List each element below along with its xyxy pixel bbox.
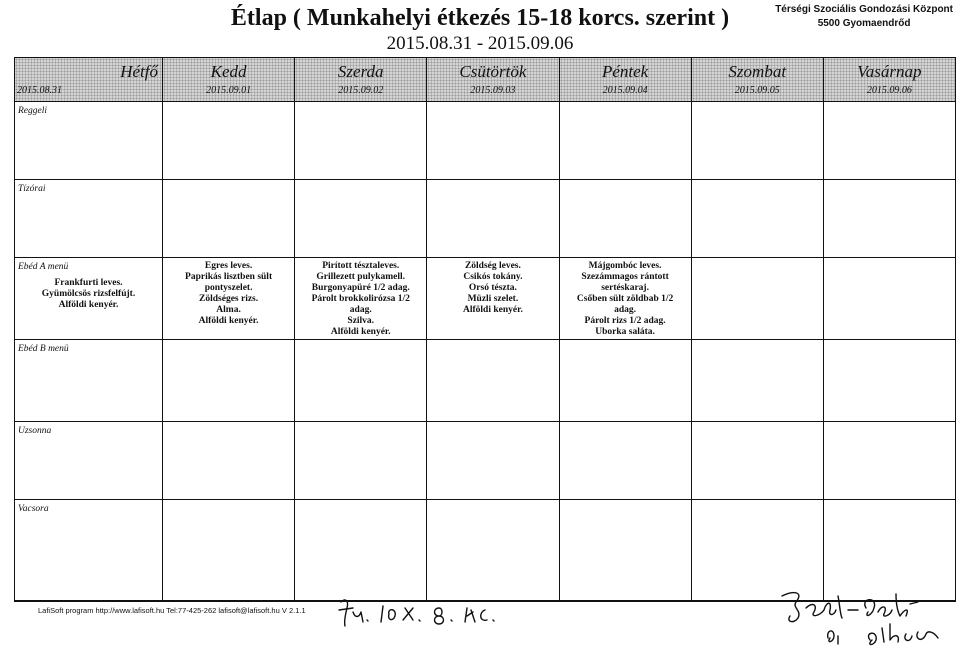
menu-item: Szezámmagos rántott (581, 272, 669, 282)
table-cell (824, 340, 956, 422)
day-header-saturday (692, 58, 824, 102)
table-cell (560, 102, 692, 180)
table-cell (692, 180, 824, 258)
table-cell (560, 500, 692, 601)
organization-address: 5500 Gyomaendrőd (817, 18, 911, 29)
menu-item: Alma. (216, 305, 241, 315)
menu-item: Májgombóc leves. (588, 261, 662, 271)
menu-items-thursday (427, 261, 558, 316)
menu-item: Paprikás lisztben sült (185, 272, 273, 282)
table-cell (427, 180, 559, 258)
table-cell (692, 340, 824, 422)
table-cell (560, 601, 692, 602)
organization-block (775, 3, 953, 31)
day-name: Péntek (601, 62, 649, 81)
menu-item: Zöldséges rizs. (199, 294, 259, 304)
table-cell (824, 102, 956, 180)
menu-item: Alföldi kenyér. (58, 300, 119, 310)
day-date: 2015.09.01 (206, 85, 252, 96)
day-header-thursday (427, 58, 559, 102)
menu-item: Grillezett pulykamell. (316, 272, 406, 282)
table-cell (163, 102, 295, 180)
day-name: Vasárnap (857, 62, 922, 81)
day-name: Szerda (337, 62, 384, 81)
menu-item: Alföldi kenyér. (198, 316, 259, 326)
software-footer: LafiSoft program http://www.lafisoft.hu Tel:77-425-262 lafisoft@lafisoft.hu V 2.1.1 (38, 606, 306, 615)
table-cell (824, 180, 956, 258)
menu-items-wednesday (295, 261, 426, 338)
table-cell (295, 180, 427, 258)
menu-item: sertéskaraj. (601, 283, 649, 293)
day-header-monday (15, 58, 163, 102)
date-range: 2015.08.31 - 2015.09.06 (386, 33, 574, 54)
menu-item: Orsó tészta. (468, 283, 517, 293)
day-name: Csütörtök (459, 62, 527, 81)
menu-item: Párolt rizs 1/2 adag. (584, 316, 666, 326)
menu-items-monday (15, 278, 162, 311)
row-label-afternoon-snack: Uzsonna (18, 426, 52, 436)
menu-item: Frankfurti leves. (54, 278, 123, 288)
table-cell (560, 422, 692, 500)
day-date: 2015.09.03 (470, 85, 516, 96)
table-cell (560, 180, 692, 258)
day-header-tuesday (163, 58, 295, 102)
menu-item: Párolt brokkolirózsa 1/2 (311, 294, 410, 304)
lunch-a-thursday (427, 258, 559, 340)
handwritten-signature (778, 588, 956, 652)
day-date: 2015.09.02 (338, 85, 384, 96)
day-name: Hétfő (120, 62, 158, 81)
table-cell (295, 500, 427, 601)
day-header-wednesday (295, 58, 427, 102)
table-cell (427, 102, 559, 180)
menu-item: adag. (614, 305, 637, 315)
menu-item: Burgonyapüré 1/2 adag. (311, 283, 410, 293)
table-cell (295, 102, 427, 180)
table-cell (692, 500, 824, 601)
table-cell (824, 500, 956, 601)
menu-item: adag. (349, 305, 372, 315)
day-date: 2015.08.31 (17, 85, 62, 96)
lunch-a-tuesday (163, 258, 295, 340)
menu-item: pontyszelet. (204, 283, 253, 293)
row-label-snack: Tízórai (18, 184, 46, 194)
menu-item: Pirított tésztaleves. (322, 261, 400, 271)
table-cell (163, 500, 295, 601)
page-title: Étlap ( Munkahelyi étkezés 15-18 korcs. szerint ) (230, 5, 730, 31)
menu-item: Egres leves. (204, 261, 253, 271)
menu-item: Csőben sült zöldbab 1/2 (576, 294, 674, 304)
menu-items-friday (560, 261, 691, 338)
menu-item: Zöldség leves. (464, 261, 521, 271)
menu-item: Szilva. (347, 316, 375, 326)
row-label-lunch-a: Ebéd A menü (18, 262, 69, 272)
handwritten-signature-date (335, 596, 535, 630)
row-afternoon-snack-monday (15, 422, 163, 500)
table-cell (163, 601, 295, 602)
row-label-lunch-b: Ebéd B menü (18, 344, 69, 354)
row-label-breakfast: Reggeli (18, 106, 48, 116)
row-lunch-b-monday (15, 340, 163, 422)
menu-items-tuesday (163, 261, 294, 327)
row-lunch-a-monday (15, 258, 163, 340)
lunch-a-friday (560, 258, 692, 340)
row-dinner-monday (15, 500, 163, 601)
table-cell (427, 422, 559, 500)
day-date: 2015.09.06 (866, 85, 912, 96)
lunch-a-saturday (692, 258, 824, 340)
row-label-dinner: Vacsora (18, 504, 49, 514)
table-cell (560, 340, 692, 422)
table-cell (427, 500, 559, 601)
table-cell (824, 422, 956, 500)
menu-item: Alföldi kenyér. (463, 305, 523, 315)
table-cell (163, 422, 295, 500)
table-cell (295, 340, 427, 422)
menu-table (14, 57, 956, 602)
table-cell (692, 422, 824, 500)
menu-item: Alföldi kenyér. (330, 327, 391, 337)
day-header-friday (560, 58, 692, 102)
day-header-sunday (824, 58, 956, 102)
organization-name: Térségi Szociális Gondozási Központ (775, 4, 953, 15)
menu-item: Csikós tokány. (463, 272, 523, 282)
menu-item: Müzli szelet. (467, 294, 519, 304)
row-breakfast-monday (15, 102, 163, 180)
day-date: 2015.09.04 (602, 85, 648, 96)
day-date: 2015.09.05 (734, 85, 780, 96)
day-name: Szombat (728, 62, 787, 81)
lunch-a-wednesday (295, 258, 427, 340)
table-cell (15, 601, 163, 602)
menu-item: Uborka saláta. (595, 327, 655, 337)
table-cell (427, 340, 559, 422)
day-name: Kedd (210, 62, 247, 81)
lunch-a-sunday (824, 258, 956, 340)
table-cell (163, 180, 295, 258)
row-snack-monday (15, 180, 163, 258)
table-cell (295, 422, 427, 500)
table-cell (692, 102, 824, 180)
menu-item: Gyümölcsös rizsfelfújt. (41, 289, 136, 299)
table-cell (163, 340, 295, 422)
